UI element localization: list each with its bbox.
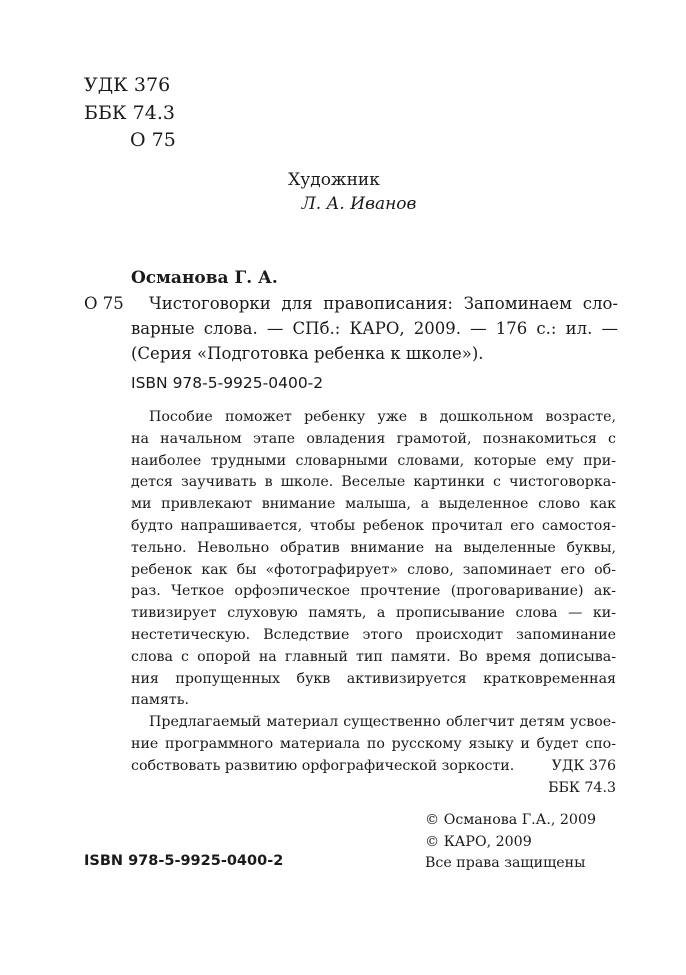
- catalog-isbn: ISBN 978-5-9925-0400-2: [131, 374, 324, 392]
- author-mark: О 75: [130, 129, 176, 151]
- catalog-mark: О 75: [84, 294, 124, 313]
- annotation-line: ми привлекают внимание малыша, а выделенное слово как: [131, 496, 616, 513]
- annotation-line: ние программного материала по русскому языку и будет спо-: [131, 735, 616, 752]
- bottom-classification-codes: [520, 756, 616, 799]
- bottom-bbk-code: ББК 74.3: [548, 779, 616, 796]
- bbk-code: ББК 74.3: [84, 101, 175, 124]
- annotation-line: тельно. Невольно обратив внимание на выделенные буквы,: [131, 539, 616, 556]
- annotation-line: наиболее трудными словарными словами, которые ему при-: [131, 452, 616, 469]
- artist-name: Л. А. Иванов: [301, 194, 417, 214]
- catalog-author: Османова Г. А.: [131, 268, 278, 288]
- annotation-line: Пособие поможет ребенку уже в дошкольном возрасте,: [149, 409, 616, 425]
- classification-codes: [84, 72, 176, 155]
- annotation-line: на начальном этапе овладения грамотой, познакомиться с: [131, 430, 616, 447]
- annotation-line: будто напрашивается, чтобы ребенок прочитал его самостоя-: [131, 517, 616, 534]
- bottom-isbn: ISBN 978-5-9925-0400-2: [84, 853, 284, 869]
- copyright-rights: Все права защищены: [425, 855, 586, 871]
- catalog-description: [131, 291, 618, 366]
- annotation-line: раз. Четкое орфоэпическое прочтение (проговаривание) ак-: [131, 583, 616, 600]
- annotation-line: ния пропущенных букв активизируется кратковременная: [131, 670, 616, 687]
- annotation: [131, 407, 616, 778]
- catalog-line: (Серия «Подготовка ребенка к школе»).: [131, 344, 484, 363]
- annotation-line: нестетическую. Вследствие этого происходит запоминание: [131, 626, 616, 643]
- bottom-udk-code: УДК 376: [551, 758, 616, 774]
- annotation-line: слова с опорой на главный тип памяти. Во время дописыва-: [131, 648, 616, 665]
- udk-code: УДК 376: [84, 74, 171, 96]
- copyright-block: [425, 810, 596, 875]
- annotation-line: ребенок как бы «фотографирует» слово, запоминает его об-: [131, 561, 616, 578]
- catalog-line: Чистоговорки для правописания: Запоминаем сло-: [149, 294, 618, 313]
- artist-role: Художник: [288, 170, 380, 190]
- annotation-line: память.: [131, 692, 189, 709]
- catalog-line: варные слова. — СПб.: КАРО, 2009. — 176 с.: ил. —: [131, 319, 618, 338]
- copyright-author: © Османова Г.А., 2009: [425, 812, 597, 828]
- annotation-line: тивизирует слуховую память, а прописывание слова — ки-: [131, 605, 616, 622]
- annotation-line: собствовать развитию орфографической зоркости.: [131, 757, 515, 774]
- annotation-line: Предлагаемый материал существенно облегчит детям усвое-: [149, 714, 616, 731]
- annotation-line: дется заучивать в школе. Веселые картинки с чистоговорка-: [131, 474, 616, 491]
- artist-credit: [0, 168, 686, 216]
- copyright-publisher: © КАРО, 2009: [425, 833, 532, 850]
